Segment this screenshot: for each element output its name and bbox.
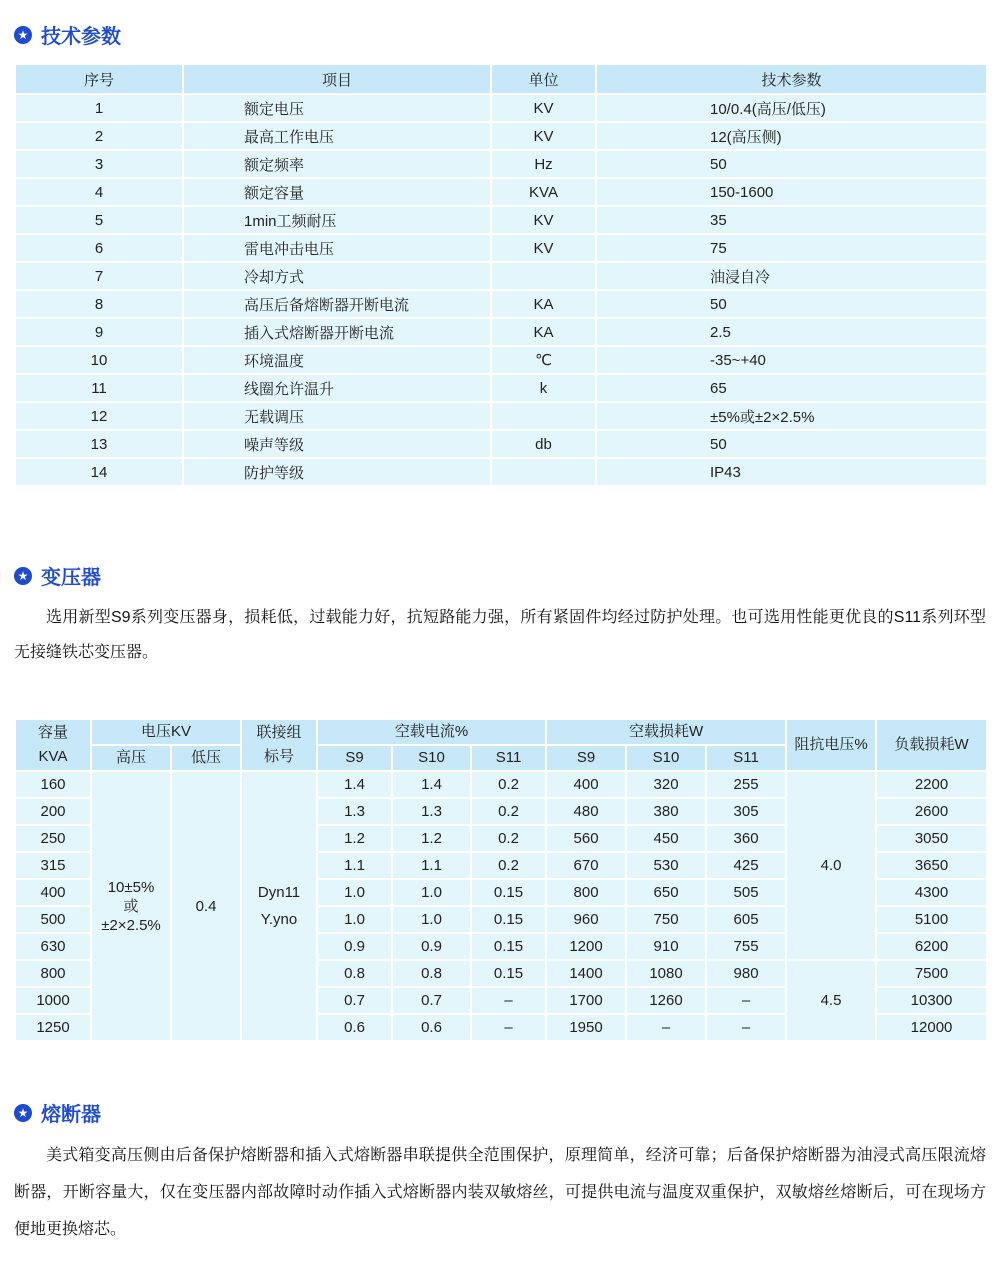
table-cell: 油浸自冷	[596, 262, 987, 290]
table-cell: 400	[546, 771, 626, 798]
table-cell: 0.2	[471, 771, 546, 798]
table-cell: 1.4	[317, 771, 392, 798]
column-header-value: 技术参数	[596, 64, 987, 94]
table-cell: 960	[546, 906, 626, 933]
table-row	[15, 206, 987, 234]
table-cell: 2	[15, 122, 183, 150]
table-cell: 1400	[546, 960, 626, 987]
table-cell: 11	[15, 374, 183, 402]
table-cell: k	[491, 374, 596, 402]
table-cell	[491, 458, 596, 486]
table-cell: KA	[491, 318, 596, 346]
table-cell: Hz	[491, 150, 596, 178]
table-cell: 0.15	[471, 933, 546, 960]
table-cell: –	[471, 1014, 546, 1041]
capacity-label: 容量	[37, 724, 68, 741]
table-cell: 320	[626, 771, 706, 798]
section-title-fuse: 熔断器	[41, 1104, 101, 1126]
table-cell: 980	[706, 960, 786, 987]
column-header-load-loss: 负载损耗W	[876, 719, 987, 771]
table-cell: 560	[546, 825, 626, 852]
table-cell: 0.6	[317, 1014, 392, 1041]
table-cell: 4300	[876, 879, 987, 906]
table-cell: 线圈允许温升	[183, 374, 491, 402]
table-cell: 8	[15, 290, 183, 318]
table-cell: 650	[626, 879, 706, 906]
table-cell: 额定容量	[183, 178, 491, 206]
table-row	[15, 122, 987, 150]
table-cell: 50	[596, 150, 987, 178]
table-cell: 1.3	[317, 798, 392, 825]
table-cell: 1.4	[392, 771, 471, 798]
table-cell: –	[626, 1014, 706, 1041]
column-header-capacity	[15, 719, 91, 771]
table-cell: 1000	[15, 987, 91, 1014]
table-cell: 0.15	[471, 960, 546, 987]
column-header-s9: S9	[546, 745, 626, 771]
table-cell: 1min工频耐压	[183, 206, 491, 234]
column-header-s10: S10	[392, 745, 471, 771]
table-cell: 250	[15, 825, 91, 852]
column-header-hv: 高压	[91, 745, 171, 771]
table-cell: 1950	[546, 1014, 626, 1041]
table-cell: 噪声等级	[183, 430, 491, 458]
table-cell: 4	[15, 178, 183, 206]
table-cell: 0.2	[471, 825, 546, 852]
table-cell: 480	[546, 798, 626, 825]
table-cell: IP43	[596, 458, 987, 486]
table-cell: 防护等级	[183, 458, 491, 486]
column-header-s10: S10	[626, 745, 706, 771]
table-cell: 530	[626, 852, 706, 879]
column-header-s11: S11	[471, 745, 546, 771]
table-cell: 0.15	[471, 879, 546, 906]
table-cell: 12000	[876, 1014, 987, 1041]
column-header-no: 序号	[15, 64, 183, 94]
column-header-lv: 低压	[171, 745, 241, 771]
page	[0, 20, 1000, 1248]
table-cell: 0.6	[392, 1014, 471, 1041]
table-cell: 360	[706, 825, 786, 852]
table-row	[15, 346, 987, 374]
table-cell: 最高工作电压	[183, 122, 491, 150]
table-cell: 800	[546, 879, 626, 906]
table-cell: 3	[15, 150, 183, 178]
table-cell: 910	[626, 933, 706, 960]
table-cell: 315	[15, 852, 91, 879]
table-cell	[491, 262, 596, 290]
table-row	[15, 262, 987, 290]
table-cell: 13	[15, 430, 183, 458]
section-title-transformer: 变压器	[41, 567, 101, 589]
table-cell: 605	[706, 906, 786, 933]
table-cell: 3050	[876, 825, 987, 852]
table-cell: 0.8	[317, 960, 392, 987]
table-cell: 500	[15, 906, 91, 933]
table-cell: 5	[15, 206, 183, 234]
table-row	[15, 94, 987, 122]
table-cell: 450	[626, 825, 706, 852]
table-cell: 160	[15, 771, 91, 798]
table-cell: 额定频率	[183, 150, 491, 178]
table-cell: 755	[706, 933, 786, 960]
table-cell: 1.0	[392, 879, 471, 906]
table-cell: 1.3	[392, 798, 471, 825]
table-cell: 1.2	[392, 825, 471, 852]
table-cell: 7	[15, 262, 183, 290]
column-header-no-load-current: 空载电流%	[317, 719, 546, 745]
table-cell: 插入式熔断器开断电流	[183, 318, 491, 346]
table-cell: 1	[15, 94, 183, 122]
table-cell: 0.7	[392, 987, 471, 1014]
column-header-s9: S9	[317, 745, 392, 771]
table-cell: 400	[15, 879, 91, 906]
table-row	[15, 771, 987, 798]
table-cell: 4.0	[786, 771, 876, 960]
table-cell: –	[471, 987, 546, 1014]
column-header-no-load-loss: 空载损耗W	[546, 719, 786, 745]
table-cell: KVA	[491, 178, 596, 206]
table-cell: KA	[491, 290, 596, 318]
table-cell: 0.9	[392, 933, 471, 960]
table-cell: 6200	[876, 933, 987, 960]
table-cell: 380	[626, 798, 706, 825]
table-cell: 3650	[876, 852, 987, 879]
star-circle-icon: ★	[14, 567, 32, 585]
table-cell: 4.5	[786, 960, 876, 1041]
table-cell: KV	[491, 94, 596, 122]
table-cell: 冷却方式	[183, 262, 491, 290]
table-row	[15, 430, 987, 458]
table-cell: 200	[15, 798, 91, 825]
section-header-tech-params	[14, 20, 986, 49]
table-cell: 50	[596, 290, 987, 318]
table-cell: 环境温度	[183, 346, 491, 374]
table-header-row	[15, 64, 987, 94]
table-cell: 额定电压	[183, 94, 491, 122]
table-cell: 14	[15, 458, 183, 486]
table-cell: –	[706, 987, 786, 1014]
table-cell: 1250	[15, 1014, 91, 1041]
fuse-description: 美式箱变高压侧由后备保护熔断器和插入式熔断器串联提供全范围保护，原理简单，经济可靠；后备保护熔断器为油浸式高压限流熔断器，开断容量大，仅在变压器内部故障时动作插入式熔断器内装双敏熔丝，可提供电流与温度双重保护，双敏熔丝熔断后，可在现场方便地更换熔芯。	[14, 1147, 986, 1238]
table-row	[15, 290, 987, 318]
table-cell: 1.1	[392, 852, 471, 879]
table-cell: 1.0	[317, 879, 392, 906]
table-cell: 1.0	[317, 906, 392, 933]
table-cell: 5100	[876, 906, 987, 933]
section-title-tech-params: 技术参数	[41, 26, 121, 48]
table-cell: 10300	[876, 987, 987, 1014]
table-cell: 50	[596, 430, 987, 458]
column-header-item: 项目	[183, 64, 491, 94]
table-cell: 0.4	[171, 771, 241, 1041]
table-cell: 1.1	[317, 852, 392, 879]
table-cell: 12(高压侧)	[596, 122, 987, 150]
table-row	[15, 150, 987, 178]
table-cell: 0.7	[317, 987, 392, 1014]
star-circle-icon: ★	[14, 26, 32, 44]
table-row	[15, 318, 987, 346]
table-cell: KV	[491, 234, 596, 262]
column-header-s11: S11	[706, 745, 786, 771]
transformer-description: 选用新型S9系列变压器身，损耗低，过载能力好，抗短路能力强，所有紧固件均经过防护处理。也可选用性能更优良的S11系列环型无接缝铁芯变压器。	[14, 609, 986, 661]
section-header-transformer	[14, 561, 986, 590]
table-row	[15, 402, 987, 430]
table-cell: 2.5	[596, 318, 987, 346]
table-cell: 2600	[876, 798, 987, 825]
table-cell: 10±5% 或 ±2×2.5%	[91, 771, 171, 1041]
table-cell: 10/0.4(高压/低压)	[596, 94, 987, 122]
table-row	[15, 458, 987, 486]
table-cell: 1.2	[317, 825, 392, 852]
table-cell: Dyn11 Y.yno	[241, 771, 317, 1041]
table-cell: 1080	[626, 960, 706, 987]
table-cell: 35	[596, 206, 987, 234]
table-cell: 305	[706, 798, 786, 825]
table-cell: 6	[15, 234, 183, 262]
table-cell: KV	[491, 206, 596, 234]
table-cell: 1.0	[392, 906, 471, 933]
table-cell: ℃	[491, 346, 596, 374]
table-cell: 0.2	[471, 852, 546, 879]
table-cell: 1260	[626, 987, 706, 1014]
column-header-connection	[241, 719, 317, 771]
table-cell: 425	[706, 852, 786, 879]
star-circle-icon: ★	[14, 1104, 32, 1122]
table-cell: 150-1600	[596, 178, 987, 206]
table-cell: 750	[626, 906, 706, 933]
table-cell: 高压后备熔断器开断电流	[183, 290, 491, 318]
column-header-impedance: 阻抗电压%	[786, 719, 876, 771]
column-header-voltage: 电压KV	[91, 719, 241, 745]
table-cell: 7500	[876, 960, 987, 987]
table-header-row	[15, 719, 987, 745]
table-cell: 1700	[546, 987, 626, 1014]
table-cell: 9	[15, 318, 183, 346]
table-cell: 10	[15, 346, 183, 374]
table-cell: db	[491, 430, 596, 458]
table-row	[15, 234, 987, 262]
table-cell: 255	[706, 771, 786, 798]
table-cell: 2200	[876, 771, 987, 798]
tech-params-table	[14, 63, 988, 487]
capacity-unit-label: KVA	[38, 748, 68, 765]
table-cell: 0.15	[471, 906, 546, 933]
table-cell: 0.8	[392, 960, 471, 987]
connection-label-line1: 联接组	[256, 724, 302, 741]
table-cell: 630	[15, 933, 91, 960]
table-cell: 0.2	[471, 798, 546, 825]
column-header-unit: 单位	[491, 64, 596, 94]
table-cell: -35~+40	[596, 346, 987, 374]
table-cell: 雷电冲击电压	[183, 234, 491, 262]
table-cell: 670	[546, 852, 626, 879]
table-cell: 无载调压	[183, 402, 491, 430]
table-row	[15, 178, 987, 206]
table-cell	[491, 402, 596, 430]
table-cell: 65	[596, 374, 987, 402]
transformer-spec-table	[14, 718, 988, 1042]
table-cell: 800	[15, 960, 91, 987]
table-cell: 505	[706, 879, 786, 906]
table-cell: 0.9	[317, 933, 392, 960]
section-header-fuse	[14, 1098, 986, 1127]
table-row	[15, 374, 987, 402]
table-cell: 12	[15, 402, 183, 430]
table-cell: 1200	[546, 933, 626, 960]
table-cell: –	[706, 1014, 786, 1041]
table-cell: KV	[491, 122, 596, 150]
table-cell: ±5%或±2×2.5%	[596, 402, 987, 430]
connection-label-line2: 标号	[264, 748, 295, 765]
table-cell: 75	[596, 234, 987, 262]
